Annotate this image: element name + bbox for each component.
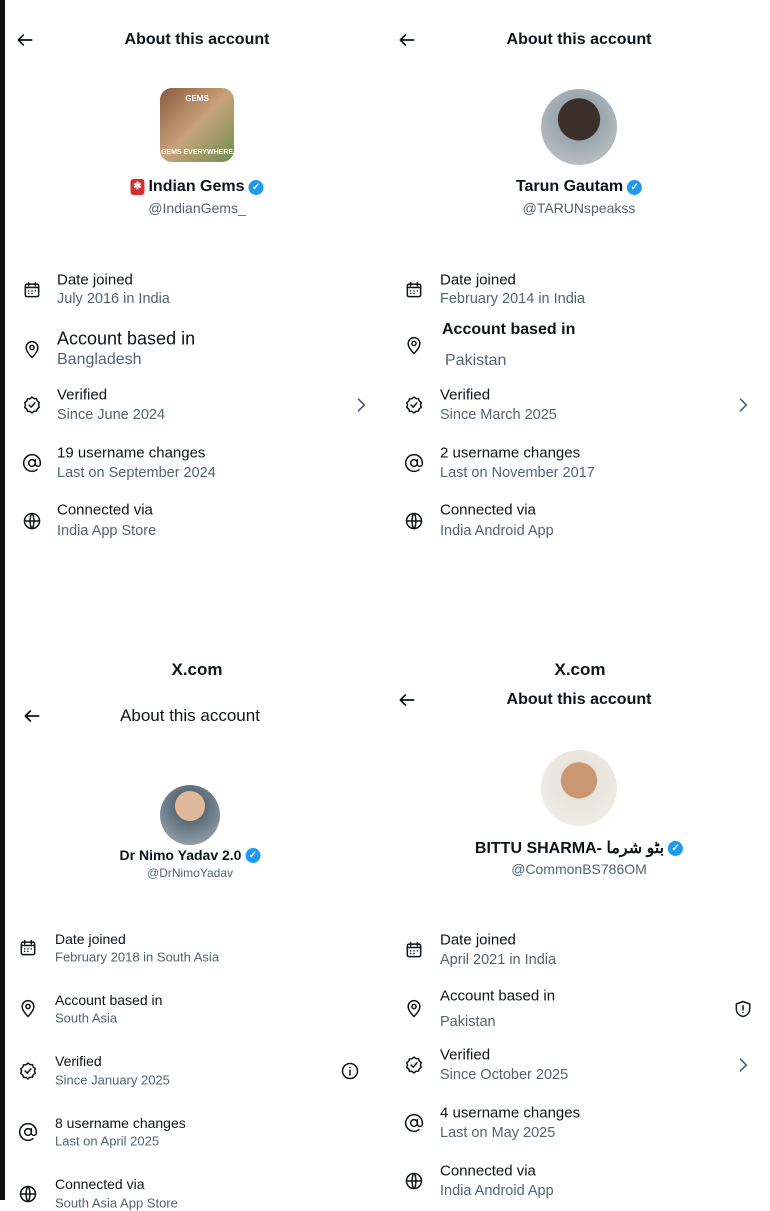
info-row-title: 19 username changes	[57, 444, 206, 462]
info-row-subtitle: February 2018 in South Asia	[55, 949, 220, 965]
info-row-title: Verified	[440, 1046, 491, 1064]
info-row-subtitle: Since June 2024	[57, 407, 166, 423]
info-row-title: Connected via	[55, 1176, 145, 1192]
info-row-subtitle: Pakistan	[445, 352, 507, 369]
info-row-title: Verified	[55, 1053, 102, 1069]
info-row-title: Connected via	[57, 501, 153, 519]
username-handle: @CommonBS786OM	[511, 861, 647, 877]
username-handle: @DrNimoYadav	[147, 866, 233, 880]
info-row-subtitle: February 2014 in India	[440, 291, 586, 307]
info-row-subtitle: India Android App	[440, 523, 554, 539]
collage-edge	[0, 0, 5, 1200]
avatar-caption-bottom: GEMS EVERYWHERE	[160, 149, 234, 156]
info-row-subtitle: Pakistan	[440, 1014, 496, 1030]
info-row-title: 8 username changes	[55, 1115, 186, 1131]
info-row-subtitle: Last on April 2025	[55, 1133, 160, 1149]
back-arrow-icon[interactable]	[397, 30, 417, 50]
info-row-title: 4 username changes	[440, 1104, 581, 1122]
display-name-text: Indian Gems	[148, 178, 245, 195]
info-row-title: Account based in	[57, 328, 196, 349]
display-name	[516, 178, 642, 196]
site-title: X.com	[554, 660, 606, 679]
verified-badge-icon: ✓	[627, 180, 642, 195]
info-row-subtitle: Last on November 2017	[440, 465, 595, 481]
display-name-text: Dr Nimo Yadav 2.0	[119, 847, 242, 863]
info-row-title: Date joined	[440, 271, 516, 289]
info-row-subtitle: Since October 2025	[440, 1067, 569, 1083]
location-pin-icon	[404, 336, 424, 356]
info-row-subtitle: South Asia App Store	[55, 1195, 178, 1211]
info-row-title: Verified	[57, 386, 108, 404]
back-arrow-icon[interactable]	[397, 690, 417, 710]
info-row-title: Date joined	[440, 931, 516, 949]
info-row-title: 2 username changes	[440, 444, 581, 462]
globe-icon	[404, 1171, 424, 1191]
info-row-subtitle: July 2016 in India	[57, 291, 170, 307]
avatar[interactable]	[541, 89, 617, 165]
shield-alert-icon[interactable]	[733, 999, 753, 1019]
page-title: About this account	[506, 31, 652, 48]
page-title: About this account	[120, 706, 260, 725]
globe-icon	[18, 1184, 38, 1204]
back-arrow-icon[interactable]	[22, 706, 42, 726]
back-arrow-icon[interactable]	[15, 30, 35, 50]
at-icon	[22, 453, 42, 473]
site-title: X.com	[171, 660, 223, 679]
info-row-subtitle: April 2021 in India	[440, 952, 557, 968]
info-row-subtitle: Bangladesh	[57, 351, 142, 368]
info-row-subtitle: India Android App	[440, 1183, 554, 1199]
username-handle: @TARUNspeakss	[522, 200, 636, 216]
info-row-subtitle: Last on September 2024	[57, 465, 216, 481]
verified-icon	[22, 395, 42, 415]
calendar-icon	[404, 940, 424, 960]
info-row-title: Date joined	[57, 271, 133, 289]
display-name-text: BITTU SHARMA- بٹو شرما	[474, 840, 665, 857]
info-row-title: Account based in	[442, 321, 576, 338]
calendar-icon	[18, 938, 38, 958]
at-icon	[404, 453, 424, 473]
info-row-subtitle: South Asia	[55, 1010, 118, 1026]
verified-badge-icon: ✓	[249, 180, 264, 195]
flag-emoji-icon: ✱	[130, 179, 144, 195]
verified-icon	[404, 1055, 424, 1075]
info-row-title: Account based in	[55, 992, 163, 1008]
avatar-caption-top: GEMS	[185, 94, 209, 103]
verified-icon	[404, 395, 424, 415]
username-handle: @IndianGems_	[148, 200, 246, 216]
location-pin-icon	[404, 999, 424, 1019]
page-title: About this account	[506, 691, 652, 708]
calendar-icon	[22, 280, 42, 300]
info-row-title: Connected via	[440, 1162, 536, 1180]
calendar-icon	[404, 280, 424, 300]
avatar[interactable]	[541, 750, 617, 826]
info-row-title: Verified	[440, 386, 491, 404]
verified-badge-icon: ✓	[668, 841, 683, 856]
info-row-subtitle: India App Store	[57, 523, 157, 539]
info-row-title: Date joined	[55, 931, 126, 947]
globe-icon	[22, 511, 42, 531]
display-name	[475, 838, 683, 858]
avatar[interactable]	[160, 785, 220, 845]
info-icon[interactable]	[340, 1061, 360, 1081]
display-name	[130, 178, 263, 196]
info-row-subtitle: Since January 2025	[55, 1072, 170, 1088]
globe-icon	[404, 511, 424, 531]
info-row-title: Account based in	[440, 987, 556, 1005]
location-pin-icon	[18, 999, 38, 1019]
info-row-title: Connected via	[440, 501, 536, 519]
page-title: About this account	[124, 31, 270, 48]
info-row-subtitle: Last on May 2025	[440, 1125, 556, 1141]
chevron-right-icon[interactable]	[733, 395, 753, 415]
display-name	[120, 847, 261, 863]
at-icon	[404, 1113, 424, 1133]
verified-icon	[18, 1061, 38, 1081]
at-icon	[18, 1122, 38, 1142]
chevron-right-icon[interactable]	[733, 1055, 753, 1075]
display-name-text: Tarun Gautam	[515, 178, 624, 195]
avatar[interactable]	[160, 88, 234, 162]
location-pin-icon	[22, 340, 42, 360]
chevron-right-icon[interactable]	[351, 395, 371, 415]
verified-badge-icon: ✓	[245, 848, 260, 863]
info-row-subtitle: Since March 2025	[440, 407, 557, 423]
